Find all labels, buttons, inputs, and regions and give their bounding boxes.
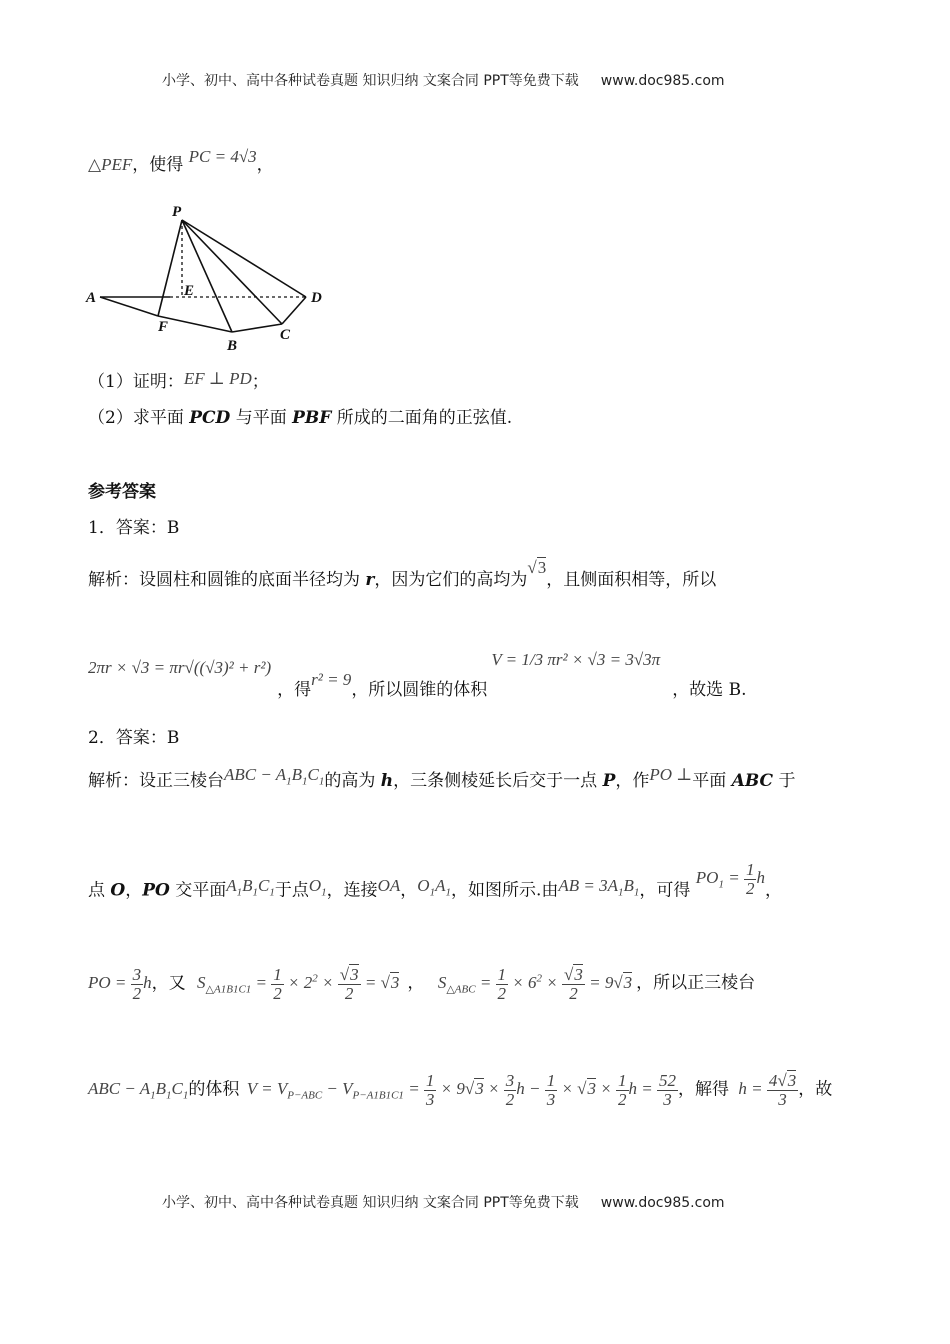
a2-l4-a: 的体积 (188, 1079, 240, 1100)
question-2 (88, 403, 512, 428)
footer-text: 小学、初中、高中各种试卷真题 知识归纳 文案合同 PPT等免费下载 (162, 1195, 579, 1211)
label-F: F (158, 319, 169, 335)
footer-site: www.doc985.com (600, 1195, 725, 1211)
answer-1-line-2 (88, 650, 747, 700)
header-site: www.doc985.com (600, 73, 725, 89)
q1-expr: EF ⊥ PD (183, 369, 252, 388)
a2-l3-b: ， (407, 973, 425, 994)
a1-l1-pre: 解析：设圆柱和圆锥的底面半径均为 (88, 570, 366, 590)
a2-l1-a: 解析：设正三棱台 (88, 771, 224, 791)
a1-t3: ，故选 B. (672, 680, 747, 700)
a1-l1-mid: ，因为它们的高均为 (374, 570, 528, 590)
q2-pre: （2）求平面 (88, 408, 190, 428)
intro-line (88, 147, 274, 175)
a2-abc: ABC (731, 771, 774, 791)
a2-l2-e: ，连接 (326, 880, 378, 901)
a2-l2-g: ，如图所示.由 (450, 880, 559, 901)
q2-plane-2: PBF (292, 408, 332, 428)
a2-l2-i: ， (764, 880, 782, 901)
question-1 (88, 367, 269, 392)
page-footer (162, 1192, 725, 1212)
a2-O1: $O_1$ (308, 876, 327, 899)
q1-label: （1）证明： (88, 372, 184, 392)
a2-h: h (380, 771, 394, 791)
answers-title: 参考答案 (88, 482, 156, 502)
a1-t2: ，所以圆锥的体积 (351, 680, 488, 700)
a2-l3-c: ，所以正三棱台 (636, 973, 756, 994)
header-text: 小学、初中、高中各种试卷真题 知识归纳 文案合同 PPT等免费下载 (162, 73, 579, 89)
answer-1-line-1 (88, 558, 717, 590)
intro-end: ， (256, 155, 274, 175)
a2-l1-e: 平面 (692, 771, 732, 791)
label-B: B (227, 338, 238, 354)
a2-plane-a1b1c1: $A_1B_1C_1$ (226, 876, 275, 899)
answer-1-label: 1．答案：B (88, 518, 180, 538)
a2-area-small: $S_{\triangle A1B1C1}$ = $\frac{1}{2}$ × $2^2$ × $\frac{√3}{2}$ = √3 (197, 965, 400, 1003)
q1-end: ； (251, 372, 269, 392)
pyramid-figure (84, 198, 344, 358)
a2-area-large: $S_{\triangle ABC}$ = $\frac{1}{2}$ × $6^2$ × $\frac{√3}{2}$ = 9√3 (437, 965, 633, 1003)
a1-sqrt3: √3 (527, 558, 547, 577)
a1-l1-r: r (365, 570, 375, 590)
a1-eq-r2: r² = 9 (311, 670, 352, 689)
page-header (162, 70, 725, 90)
a2-l2-f: ， (400, 880, 418, 901)
a2-po-eq: PO = $\frac{3}{2}$ h (88, 965, 152, 1003)
intro-triangle: △PEF (88, 155, 133, 174)
a2-l2-b: ， (125, 880, 143, 901)
a1-eq-volume: V = 1/3 πr² × √3 = 3√3π (491, 650, 661, 669)
answer-2-line-1 (88, 766, 796, 793)
a2-l1-c: ，三条侧棱延长后交于一点 (393, 771, 603, 791)
a2-P: P (602, 771, 616, 791)
q2-mid: 与平面 (230, 408, 293, 428)
a2-l4-c: ，故 (798, 1079, 833, 1100)
intro-expr: PC = 4√3 (188, 147, 257, 166)
a2-l3-a: ，又 (151, 973, 186, 994)
a2-frustum: ABC − $A_1B_1C_1$ (224, 765, 325, 788)
a2-l2-a: 点 (88, 880, 111, 901)
a2-OA: OA (377, 876, 401, 896)
a2-PO: PO (142, 880, 170, 901)
a2-l2-d: 于点 (274, 880, 309, 901)
a2-O1A1: $O_1A_1$ (417, 876, 451, 899)
a2-l4-b: ，解得 (677, 1079, 729, 1100)
a1-eq-lateral: 2πr × √3 = πr√((√3)² + r²) (88, 658, 272, 677)
answer-2-line-3 (88, 966, 755, 1003)
a2-frustum-2: ABC − $A_1B_1C_1$ (88, 1079, 189, 1102)
label-A: A (86, 290, 97, 306)
a1-t1: ，得 (277, 680, 312, 700)
a2-po1-eq: $PO_1$ = $\frac{1}{2}$ h (695, 860, 765, 898)
a2-O: O (110, 880, 126, 901)
a2-l1-d: ，作 (615, 771, 650, 791)
a2-po-perp: PO ⊥ (649, 765, 693, 784)
answer-2-line-4 (88, 1072, 832, 1109)
intro-text: ，使得 (132, 155, 184, 175)
a2-h-eq: h = $\frac{4√3}{3}$ (738, 1071, 797, 1109)
label-E: E (184, 283, 195, 299)
q2-plane-1: PCD (189, 408, 231, 428)
a2-l1-b: 的高为 (324, 771, 381, 791)
label-D: D (311, 290, 322, 306)
a2-volume-eq: $V = V_{P-ABC} - V_{P-A1B1C1}$ = $\frac{1}{3}$ × 9√3 × $\frac{3}{2}$ h − $\frac{1}{3}$ × √3 × $\frac{1}{2}$ h = $\frac{52}{3}$ (246, 1071, 676, 1109)
label-C: C (280, 327, 291, 343)
a2-l1-f: 于 (773, 771, 796, 791)
q2-post: 所成的二面角的正弦值. (331, 408, 513, 428)
label-P: P (172, 204, 182, 220)
a1-l1-post: ，且侧面积相等，所以 (546, 570, 717, 590)
a2-l2-h: ，可得 (639, 880, 691, 901)
answer-2-label: 2．答案：B (88, 728, 180, 748)
answer-2-line-2 (88, 860, 782, 910)
a2-l2-c: 交平面 (169, 880, 227, 901)
a2-ab-eq: AB = $3A_1B_1$ (558, 876, 640, 899)
